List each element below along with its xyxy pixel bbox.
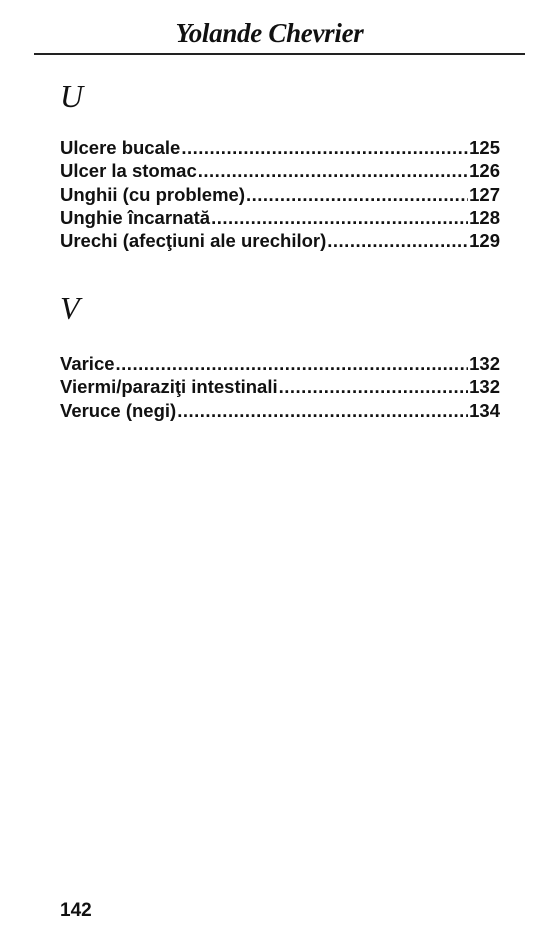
entry-label: Unghie încarnată (60, 206, 211, 228)
entry-label: Urechi (afecţiuni ale urechilor) (60, 230, 327, 252)
entry-page-number: 128 (469, 206, 500, 228)
section-v-entries (60, 353, 500, 423)
entry-page-number: 129 (469, 230, 500, 252)
dot-leader (116, 353, 469, 375)
entry-label: Ulcer la stomac (60, 160, 197, 182)
dot-leader (181, 137, 468, 159)
dot-leader (327, 230, 468, 252)
index-entry (60, 230, 500, 253)
dot-leader (177, 400, 468, 422)
running-header-title: Yolande Chevrier (175, 18, 364, 48)
index-entry (60, 400, 500, 423)
entry-page-number: 134 (469, 399, 500, 421)
section-u-entries (60, 137, 500, 253)
index-entry (60, 353, 500, 376)
dot-leader (246, 184, 468, 206)
entry-page-number: 132 (469, 376, 500, 398)
index-entry (60, 376, 500, 399)
header-rule (34, 53, 525, 55)
entry-page-number: 125 (469, 137, 500, 158)
index-entry (60, 160, 500, 183)
entry-page-number: 132 (469, 353, 500, 374)
dot-leader (279, 376, 469, 398)
entry-page-number: 126 (469, 160, 500, 182)
entry-label: Varice (60, 353, 115, 374)
entry-page-number: 127 (469, 183, 500, 205)
dot-leader (198, 160, 468, 182)
entry-label: Unghii (cu probleme) (60, 183, 245, 205)
dot-leader (211, 207, 468, 229)
entry-label: Ulcere bucale (60, 137, 181, 158)
index-entry (60, 184, 500, 207)
index-entry (60, 137, 500, 160)
page-number: 142 (60, 900, 92, 921)
index-entry (60, 207, 500, 230)
entry-label: Veruce (negi) (60, 399, 177, 421)
section-letter-v: V (60, 290, 80, 326)
section-letter-u: U (60, 78, 84, 114)
entry-label: Viermi/paraziţi intestinali (60, 376, 278, 398)
